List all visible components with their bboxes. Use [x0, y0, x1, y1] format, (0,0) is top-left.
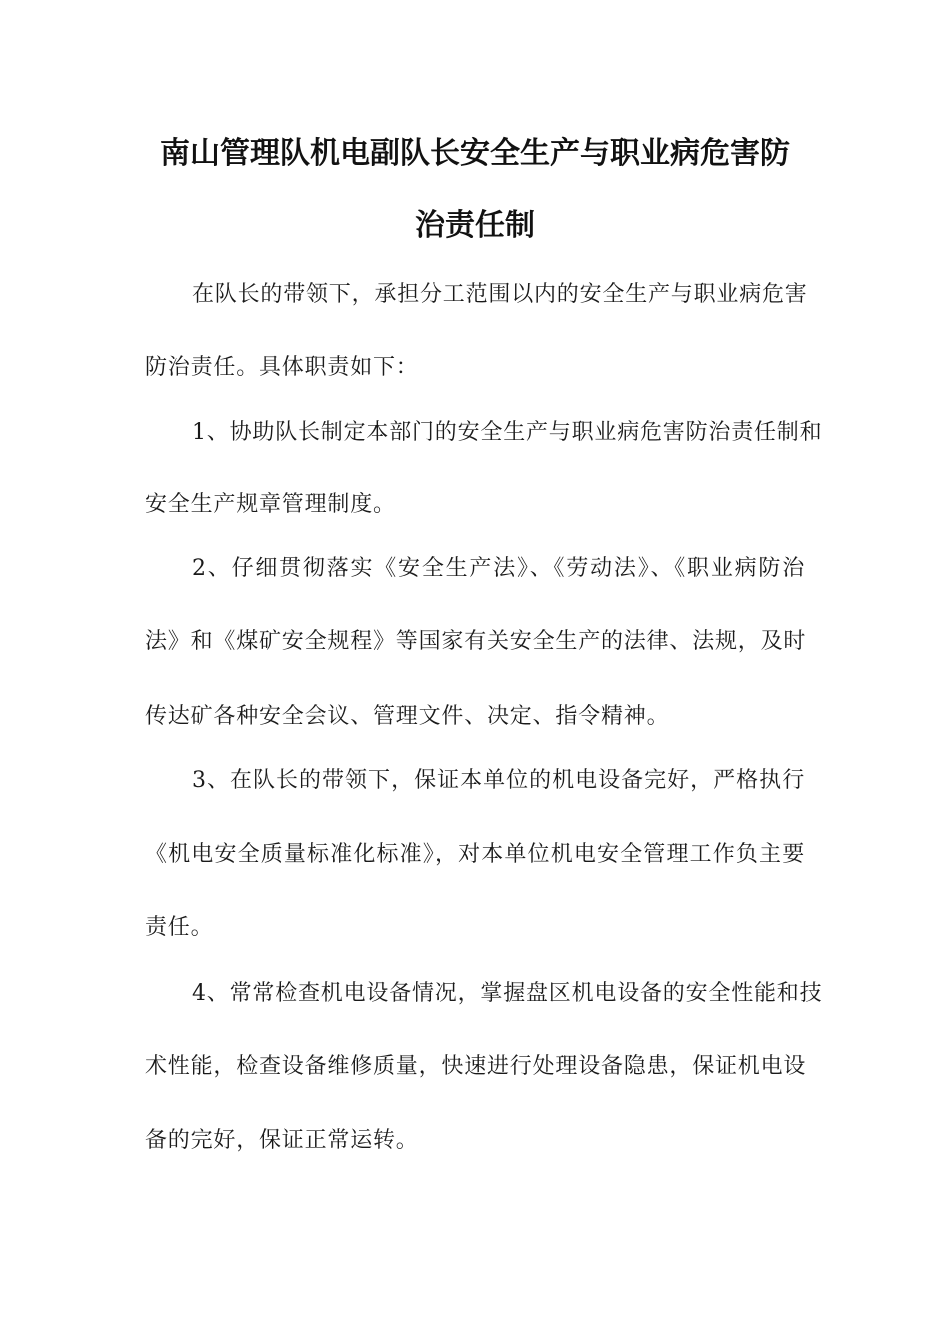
item-1-line-2: 安全生产规章管理制度。: [145, 492, 396, 517]
item-3-line-3: 责任。: [145, 915, 214, 940]
paragraph-intro-line-1: 在队长的带领下，承担分工范围以内的安全生产与职业病危害: [192, 282, 808, 307]
item-3-line-2: 《机电安全质量标准化标准》，对本单位机电安全管理工作负主要: [145, 842, 805, 867]
item-4-line-1: 4、常常检查机电设备情况，掌握盘区机电设备的安全性能和技: [192, 981, 823, 1006]
item-1-line-1: 1、协助队长制定本部门的安全生产与职业病危害防治责任制和: [192, 420, 823, 445]
item-2-line-3: 传达矿各种安全会议、管理文件、决定、指令精神。: [145, 704, 670, 729]
item-4-line-3: 备的完好，保证正常运转。: [145, 1128, 419, 1153]
paragraph-intro-line-2: 防治责任。具体职责如下：: [145, 355, 419, 380]
item-2-line-2: 法》和《煤矿安全规程》等国家有关安全生产的法律、法规，及时: [145, 629, 807, 654]
item-4-line-2: 术性能，检查设备维修质量，快速进行处理设备隐患，保证机电设: [145, 1054, 807, 1079]
item-3-line-1: 3、在队长的带领下，保证本单位的机电设备完好，严格执行: [192, 768, 805, 793]
document-title-line-1: 南山管理队机电副队长安全生产与职业病危害防: [160, 136, 790, 171]
document-title-line-2: 治责任制: [415, 208, 535, 243]
item-2-line-1: 2、仔细贯彻落实《安全生产法》、《劳动法》、《职业病防治: [192, 556, 805, 581]
